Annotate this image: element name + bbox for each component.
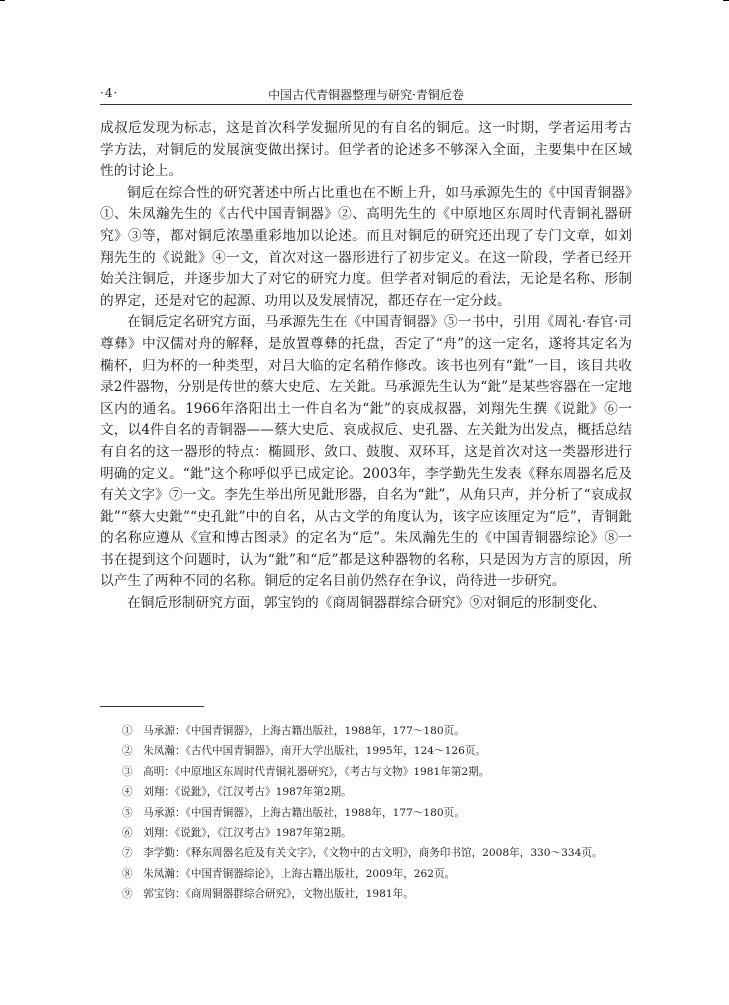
page-number: ·4· xyxy=(100,86,119,100)
paragraph: 在铜卮形制研究方面，郭宝钧的《商周铜器群综合研究》⑨对铜卮的形制变化、 xyxy=(127,595,607,612)
footnotes xyxy=(100,721,632,905)
crop-mark-right xyxy=(723,0,729,1)
header-rule xyxy=(100,104,632,105)
running-title: 中国古代青铜器整理与研究·青铜卮卷 xyxy=(268,88,464,102)
paragraph: 成叔卮发现为标志，这是首次科学发掘所见的有自名的铜卮。这一时期，学者运用考古学方法，对铜卮的发展演变做出探讨。但学者的论述多不够深入全面，主要集中在区域性的讨论上。 xyxy=(100,120,632,180)
footnote-rule xyxy=(100,706,204,707)
footnote: ⑨ 郭宝钧：《商周铜器群综合研究》，文物出版社，1981年。 xyxy=(122,888,414,901)
footnote: ⑦ 李学勤：《释东周器名卮及有关文字》，《文物中的古文明》，商务印书馆，2008年，330～334页。 xyxy=(122,847,603,860)
paragraph: 在铜卮定名研究方面，马承源先生在《中国青铜器》⑤一书中，引用《周礼·春官·司尊彝》中汉儒对舟的解释，是放置尊彝的托盘，否定了“舟”的这一定名，遂将其定名为椭杯，归为杯的一种类型，对吕大临的定名稍作修改。该书也列有“鈚”一目，该目共收录2件器物，分别是传世的蔡大史卮、左关鈚。马承源先生认为“鈚”是某些容器在一定地区内的通名。1966年洛阳出土一件自名为“鈚”的哀成叔器，刘翔先生撰《说鈚》⑥一文，以4件自名的青铜器——蔡大史卮、哀成叔卮、史孔器、左关鈚为出发点，概括总结有自名的这一器形的特点：椭圆形、敛口、鼓腹、双环耳，这是首次对这一类器形进行明确的定义。“鈚”这个称呼似乎已成定论。2003年，李学勤先生发表《释东周器名卮及有关文字》⑦一文。李先生举出所见鈚形器，自名为“鈚”，从角只声，并分析了“哀成叔鈚”“蔡大史鈚”“史孔鈚”中的自名，从古文学的角度认为，该字应该厘定为“卮”，青铜鈚的名称应遵从《宣和博古图录》的定名为“卮”。朱凤瀚先生的《中国青铜器综论》⑧一书在提到这个问题时，认为“鈚”和“卮”都是这种器物的名称，只是因为方言的原因，所以产生了两种不同的名称。铜卮的定名目前仍然存在争议，尚待进一步研究。 xyxy=(100,314,632,590)
footnote: ④ 刘翔：《说鈚》，《江汉考古》1987年第2期。 xyxy=(122,786,352,799)
footnote: ⑤ 马承源：《中国青铜器》，上海古籍出版社，1988年，177～180页。 xyxy=(122,806,465,819)
footnote: ② 朱凤瀚：《古代中国青铜器》，南开大学出版社，1995年，124～126页。 xyxy=(122,745,487,758)
body-text xyxy=(100,118,632,615)
crop-mark-left xyxy=(0,0,5,1)
footnote: ① 马承源：《中国青铜器》，上海古籍出版社，1988年，177～180页。 xyxy=(122,725,465,737)
footnote: ⑥ 刘翔：《说鈚》，《江汉考古》1987年第2期。 xyxy=(122,827,352,840)
page-header xyxy=(100,86,632,102)
paragraph: 铜卮在综合性的研究著述中所占比重也在不断上升，如马承源先生的《中国青铜器》①、朱凤瀚先生的《古代中国青铜器》②、高明先生的《中原地区东周时代青铜礼器研究》③等，都对铜卮浓墨重彩地加以论述。而且对铜卮的研究还出现了专门文章，如刘翔先生的《说鈚》④一文，首次对这一器形进行了初步定义。在这一阶段，学者已经开始关注铜卮，并逐步加大了对它的研究力度。但学者对铜卮的看法，无论是名称、形制的界定，还是对它的起源、功用以及发展情况，都还存在一定分歧。 xyxy=(100,184,632,309)
footnote: ③ 高明：《中原地区东周时代青铜礼器研究》，《考古与文物》1981年第2期。 xyxy=(122,765,490,778)
footnote: ⑧ 朱凤瀚：《中国青铜器综论》，上海古籍出版社，2009年，262页。 xyxy=(122,867,456,880)
